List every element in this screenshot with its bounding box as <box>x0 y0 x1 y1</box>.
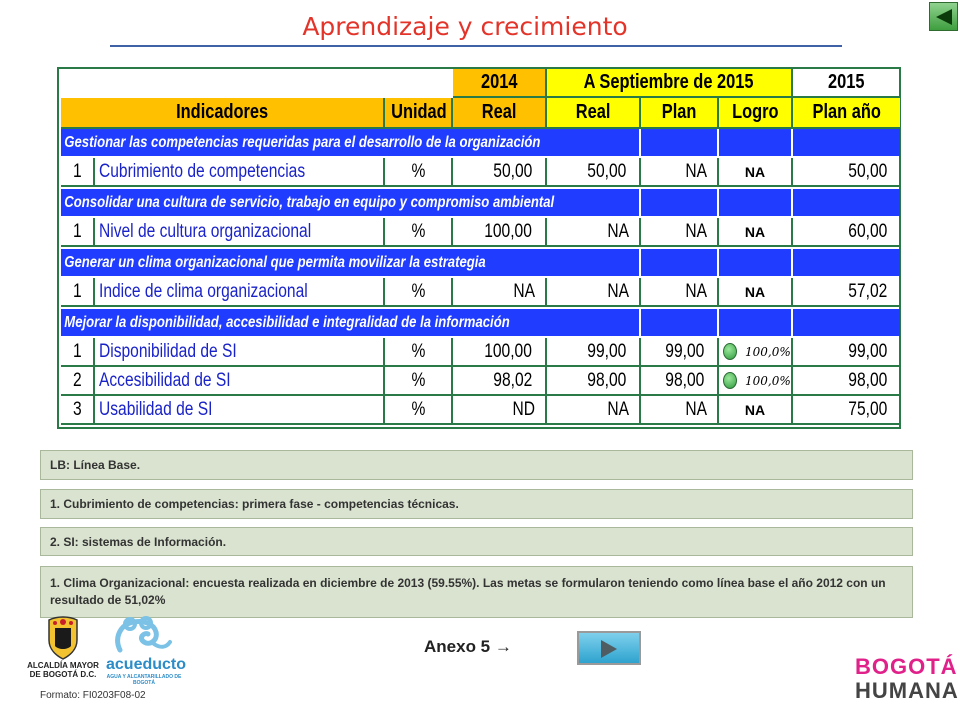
column-real-2014: Real <box>481 101 517 123</box>
arrow-right-icon: → <box>494 637 512 656</box>
value-real-2014: 98,02 <box>493 369 533 391</box>
table-row <box>61 367 900 396</box>
value-real-2014: 100,00 <box>484 220 532 242</box>
value-logro: NA <box>744 223 766 240</box>
note-sistemas: 2. SI: sistemas de Información. <box>40 527 913 556</box>
value-logro: 100,0% <box>745 344 791 359</box>
value-real: NA <box>606 398 629 420</box>
section-header-row <box>61 249 900 276</box>
row-number: 2 <box>72 369 82 391</box>
value-real-2014: NA <box>512 280 535 302</box>
section-title: Gestionar las competencias requeridas para el desarrollo de la organización <box>64 133 541 151</box>
value-plan-anio: 75,00 <box>848 398 888 420</box>
value-plan: 98,00 <box>665 369 705 391</box>
indicator-name: Cubrimiento de competencias <box>99 160 306 182</box>
value-plan-anio: 50,00 <box>848 160 888 182</box>
value-plan: NA <box>684 160 707 182</box>
header-sep-2015: A Septiembre de 2015 <box>584 71 754 93</box>
column-unidad: Unidad <box>391 101 447 123</box>
previous-slide-button[interactable] <box>929 2 958 31</box>
section-title: Mejorar la disponibilidad, accesibilidad e integralidad de la información <box>64 313 510 331</box>
acueducto-wordmark: acueducto <box>106 656 187 673</box>
row-number: 1 <box>72 160 82 182</box>
status-green-dot-icon <box>723 343 737 360</box>
value-plan: NA <box>684 220 707 242</box>
column-real: Real <box>575 101 611 123</box>
table-row <box>61 158 900 187</box>
value-real: 99,00 <box>587 340 627 362</box>
title-underline <box>110 45 842 47</box>
indicators-table <box>57 67 901 429</box>
column-plan-anio: Plan año <box>812 101 881 123</box>
row-unit: % <box>411 280 425 302</box>
alcaldia-caption: ALCALDÍA MAYOR DE BOGOTÁ D.C. <box>27 661 99 679</box>
indicator-name: Indice de clima organizacional <box>99 280 308 302</box>
note-linea-base: LB: Línea Base. <box>40 450 913 480</box>
value-logro: NA <box>744 283 766 300</box>
value-plan: 99,00 <box>665 340 705 362</box>
value-plan-anio: 98,00 <box>848 369 888 391</box>
row-unit: % <box>411 160 425 182</box>
anexo-label <box>424 637 512 657</box>
bogota-wordmark: BOGOTÁ <box>855 654 958 679</box>
table-row <box>61 338 900 367</box>
acueducto-caption: AGUA Y ALCANTARILLADO DE BOGOTÁ <box>106 674 182 686</box>
header-2015: 2015 <box>828 71 865 93</box>
row-number: 1 <box>72 340 82 362</box>
value-real: NA <box>606 220 629 242</box>
row-unit: % <box>411 398 425 420</box>
section-header-row <box>61 309 900 336</box>
status-green-dot-icon <box>723 372 737 389</box>
note-competencias: 1. Cubrimiento de competencias: primera fase - competencias técnicas. <box>40 489 913 519</box>
value-real-2014: 50,00 <box>493 160 533 182</box>
row-unit: % <box>411 369 425 391</box>
value-logro: NA <box>744 401 766 418</box>
row-number: 3 <box>72 398 82 420</box>
row-number: 1 <box>72 280 82 302</box>
formato-code: Formato: FI0203F08-02 <box>40 690 146 701</box>
value-logro: NA <box>744 163 766 180</box>
back-arrow-icon <box>934 8 954 26</box>
indicator-name: Usabilidad de SI <box>99 398 213 420</box>
section-title: Consolidar una cultura de servicio, trabajo en equipo y compromiso ambiental <box>64 193 555 211</box>
table-row <box>61 278 900 307</box>
alcaldia-logo <box>27 614 99 686</box>
column-plan: Plan <box>661 101 697 123</box>
play-icon <box>599 639 619 659</box>
value-real-2014: 100,00 <box>484 340 532 362</box>
table-row <box>61 218 900 247</box>
value-plan-anio: 57,02 <box>848 280 888 302</box>
bogota-humana-logo <box>855 654 959 710</box>
indicator-name: Accesibilidad de SI <box>99 369 231 391</box>
row-unit: % <box>411 340 425 362</box>
indicator-name: Disponibilidad de SI <box>99 340 237 362</box>
anexo-text: Anexo 5 <box>424 637 495 656</box>
note-clima: 1. Clima Organizacional: encuesta realizada en diciembre de 2013 (59.55%). Las metas se formularon teniendo como línea base el año 2012 con un resultado de 51,02% <box>40 566 913 618</box>
section-title: Generar un clima organizacional que permita movilizar la estrategia <box>64 253 486 271</box>
row-number: 1 <box>72 220 82 242</box>
value-real: 50,00 <box>587 160 627 182</box>
coat-of-arms-icon <box>35 614 91 662</box>
header-year-row <box>61 69 900 98</box>
humana-wordmark: HUMANA <box>855 678 959 703</box>
anexo-next-button[interactable] <box>577 631 641 665</box>
section-header-row <box>61 129 900 156</box>
header-2014: 2014 <box>480 71 518 93</box>
value-plan: NA <box>684 280 707 302</box>
page-title: Aprendizaje y crecimiento <box>302 12 628 41</box>
value-plan: NA <box>684 398 707 420</box>
frog-icon <box>104 614 184 658</box>
row-unit: % <box>411 220 425 242</box>
indicator-name: Nivel de cultura organizacional <box>99 220 312 242</box>
value-plan-anio: 60,00 <box>848 220 888 242</box>
column-indicadores: Indicadores <box>175 101 269 123</box>
value-logro: 100,0% <box>745 373 791 388</box>
column-logro: Logro <box>731 101 779 123</box>
value-real: 98,00 <box>587 369 627 391</box>
value-real-2014: ND <box>512 398 535 420</box>
table-row <box>61 396 900 425</box>
value-plan-anio: 99,00 <box>848 340 888 362</box>
value-real: NA <box>606 280 629 302</box>
header-columns-row <box>61 98 900 129</box>
acueducto-logo <box>104 614 187 686</box>
section-header-row <box>61 189 900 216</box>
